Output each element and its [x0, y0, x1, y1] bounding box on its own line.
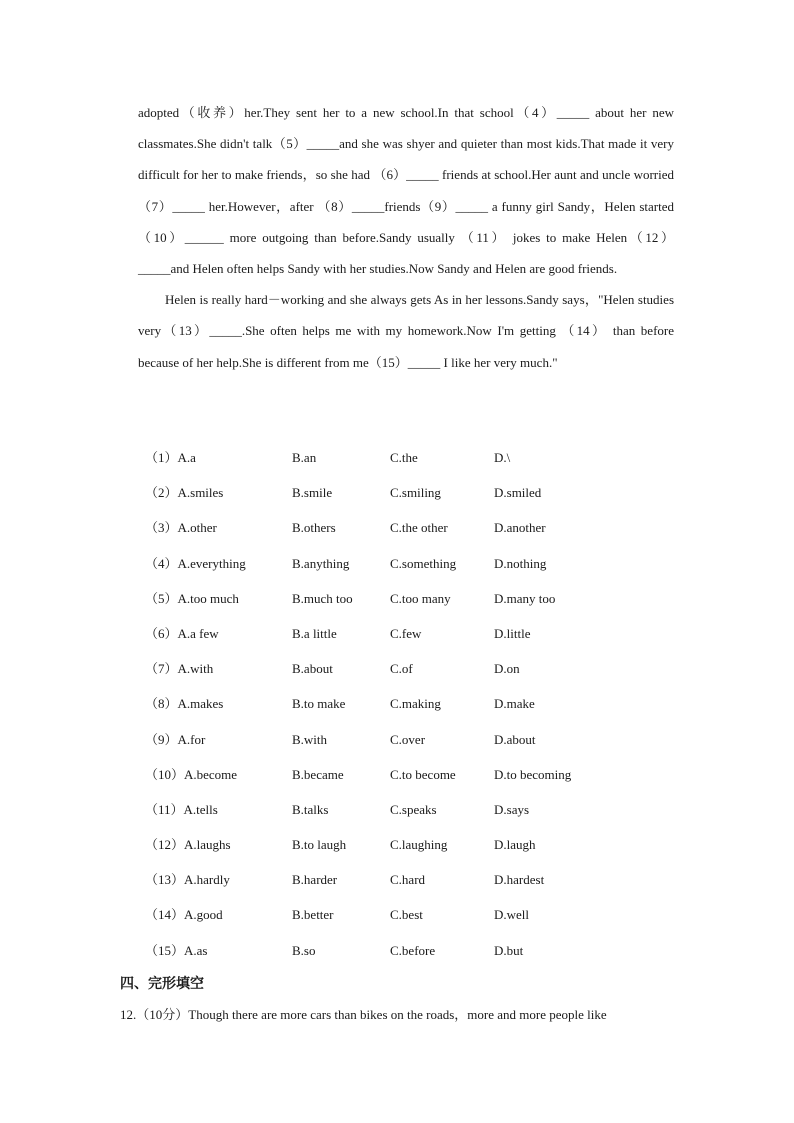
- option-d: D.says: [494, 801, 530, 817]
- option-row: [145, 510, 665, 545]
- option-a: （13）A.hardly: [145, 872, 230, 888]
- option-d: D.little: [494, 625, 531, 641]
- option-d: D.make: [494, 696, 535, 712]
- option-row: [145, 827, 665, 862]
- option-a: （5）A.too much: [145, 590, 239, 606]
- option-row: [145, 546, 665, 581]
- option-b: B.became: [292, 766, 344, 782]
- option-b: B.smile: [292, 485, 333, 501]
- option-a: （2）A.smiles: [145, 485, 224, 501]
- option-row: [145, 722, 665, 757]
- option-a: （14）A.good: [145, 907, 223, 923]
- option-d: D.nothing: [494, 555, 547, 571]
- passage-paragraph-2: Helen is really hard－working and she always gets As in her lessons.Sandy says，"Helen studies very（13）_____.She often helps me with my homework.Now I'm getting （14） than before because of her help.She is different from me（15）_____ I like her very much.": [138, 292, 674, 370]
- option-c: C.to become: [390, 766, 456, 782]
- option-c: C.of: [390, 661, 413, 677]
- option-b: B.about: [292, 661, 333, 677]
- option-c: C.hard: [390, 872, 426, 888]
- option-b: B.so: [292, 942, 316, 958]
- option-d: D.well: [494, 907, 530, 923]
- option-a: （9）A.for: [145, 731, 206, 747]
- option-d: D.hardest: [494, 872, 545, 888]
- option-b: B.better: [292, 907, 334, 923]
- option-row: [145, 440, 665, 475]
- option-c: C.making: [390, 696, 441, 712]
- option-row: [145, 792, 665, 827]
- option-b: B.a little: [292, 625, 337, 641]
- option-d: D.many too: [494, 590, 556, 606]
- option-d: D.on: [494, 661, 520, 677]
- section-heading: 四、完形填空: [120, 976, 204, 992]
- option-d: D.\: [494, 450, 511, 465]
- option-c: C.over: [390, 731, 426, 747]
- option-a: （10）A.become: [145, 766, 238, 782]
- option-a: （7）A.with: [145, 661, 214, 677]
- option-row: [145, 475, 665, 510]
- option-b: B.to laugh: [292, 837, 347, 853]
- option-a: （4）A.everything: [145, 555, 246, 571]
- option-a: （12）A.laughs: [145, 837, 231, 853]
- option-b: B.others: [292, 520, 336, 536]
- option-row: [145, 686, 665, 721]
- option-row: [145, 616, 665, 651]
- answer-options-list: [145, 440, 665, 968]
- option-a: （15）A.as: [145, 942, 208, 958]
- option-d: D.smiled: [494, 485, 542, 501]
- option-c: C.smiling: [390, 485, 441, 501]
- option-c: C.the other: [390, 520, 448, 536]
- option-c: C.before: [390, 942, 436, 958]
- option-row: [145, 862, 665, 897]
- passage-paragraph-1: adopted（收养）her.They sent her to a new school.In that school（4）_____ about her new classmates.She didn't talk（5）_____and she was shyer and quieter than most kids.That made it very difficult for her to make friends，so she had （6）_____ friends at school.Her aunt and uncle worried（7）_____ her.However，after （8）_____friends（9）_____ a funny girl Sandy，Helen started（10）______ more outgoing than before.Sandy usually （11） jokes to make Helen（12）_____and Helen often helps Sandy with her studies.Now Sandy and Helen are good friends.: [138, 105, 674, 277]
- option-row: [145, 581, 665, 616]
- option-b: B.talks: [292, 801, 329, 817]
- option-d: D.to becoming: [494, 766, 572, 782]
- option-b: B.to make: [292, 696, 346, 712]
- option-d: D.laugh: [494, 837, 536, 853]
- option-a: （11）A.tells: [145, 801, 218, 817]
- option-row: [145, 897, 665, 932]
- option-row: [145, 757, 665, 792]
- option-b: B.much too: [292, 590, 353, 606]
- option-a: （3）A.other: [145, 520, 217, 536]
- option-c: C.something: [390, 555, 457, 571]
- option-b: B.an: [292, 450, 317, 465]
- option-row: [145, 933, 665, 968]
- option-d: D.but: [494, 942, 524, 958]
- option-a: （1）A.a: [145, 450, 196, 465]
- option-a: （6）A.a few: [145, 625, 219, 641]
- question-12-stem: 12.（10分）Though there are more cars than bikes on the roads，more and more people like: [120, 1007, 607, 1022]
- option-b: B.anything: [292, 555, 350, 571]
- option-b: B.with: [292, 731, 328, 747]
- option-d: D.another: [494, 520, 546, 536]
- option-c: C.the: [390, 450, 418, 465]
- option-c: C.few: [390, 625, 422, 641]
- option-d: D.about: [494, 731, 536, 747]
- option-c: C.too many: [390, 590, 451, 606]
- option-row: [145, 651, 665, 686]
- reading-passage: [138, 97, 674, 378]
- option-a: （8）A.makes: [145, 696, 224, 712]
- option-c: C.speaks: [390, 801, 437, 817]
- option-b: B.harder: [292, 872, 338, 888]
- option-c: C.laughing: [390, 837, 448, 853]
- option-c: C.best: [390, 907, 423, 923]
